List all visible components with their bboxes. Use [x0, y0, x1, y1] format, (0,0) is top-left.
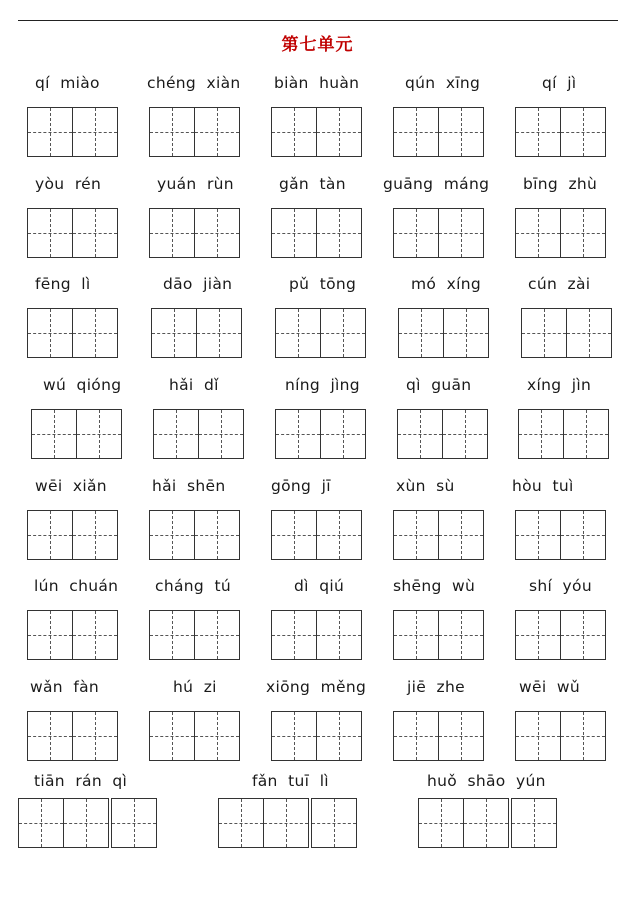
- write-cell[interactable]: [111, 798, 157, 848]
- write-cell[interactable]: [320, 409, 366, 459]
- write-cell[interactable]: [27, 711, 73, 761]
- write-cell[interactable]: [271, 711, 317, 761]
- write-cell[interactable]: [275, 308, 321, 358]
- write-cell[interactable]: [149, 711, 195, 761]
- write-cell[interactable]: [271, 208, 317, 258]
- write-cell[interactable]: [18, 798, 64, 848]
- write-cell[interactable]: [271, 107, 317, 157]
- write-cell[interactable]: [194, 208, 240, 258]
- pinyin-label: cún zài: [528, 275, 591, 293]
- write-cell[interactable]: [515, 510, 561, 560]
- write-cell[interactable]: [443, 308, 489, 358]
- write-cell[interactable]: [149, 208, 195, 258]
- write-cell[interactable]: [511, 798, 557, 848]
- pinyin-label: biàn huàn: [274, 74, 360, 92]
- write-cell[interactable]: [316, 208, 362, 258]
- write-cell[interactable]: [560, 711, 606, 761]
- pinyin-label: gōng jī: [271, 477, 331, 495]
- pinyin-label: xiōng měng: [266, 678, 367, 696]
- pinyin-label: dì qiú: [294, 577, 345, 595]
- pinyin-label: gǎn tàn: [279, 175, 346, 193]
- write-cell[interactable]: [72, 208, 118, 258]
- pinyin-label: fǎn tuī lì: [252, 772, 329, 790]
- write-cell[interactable]: [72, 610, 118, 660]
- header-rule: [18, 20, 618, 21]
- pinyin-label: yòu rén: [35, 175, 102, 193]
- pinyin-label: hòu tuì: [512, 477, 574, 495]
- write-cell[interactable]: [393, 711, 439, 761]
- pinyin-label: wēi xiǎn: [35, 477, 107, 495]
- pinyin-label: shí yóu: [529, 577, 592, 595]
- write-cell[interactable]: [275, 409, 321, 459]
- write-cell[interactable]: [393, 208, 439, 258]
- write-cell[interactable]: [316, 107, 362, 157]
- pinyin-label: mó xíng: [411, 275, 481, 293]
- write-cell[interactable]: [560, 107, 606, 157]
- pinyin-label: tiān rán qì: [34, 772, 128, 790]
- write-cell[interactable]: [398, 308, 444, 358]
- write-cell[interactable]: [393, 510, 439, 560]
- write-cell[interactable]: [76, 409, 122, 459]
- write-cell[interactable]: [151, 308, 197, 358]
- pinyin-label: xíng jìn: [527, 376, 592, 394]
- write-cell[interactable]: [515, 711, 561, 761]
- pinyin-label: wēi wǔ: [519, 678, 580, 696]
- write-cell[interactable]: [560, 510, 606, 560]
- write-cell[interactable]: [438, 208, 484, 258]
- write-cell[interactable]: [153, 409, 199, 459]
- write-cell[interactable]: [438, 711, 484, 761]
- write-cell[interactable]: [515, 208, 561, 258]
- pinyin-label: qí miào: [35, 74, 100, 92]
- pinyin-label: hǎi shēn: [152, 477, 226, 495]
- write-cell[interactable]: [27, 510, 73, 560]
- write-cell[interactable]: [311, 798, 357, 848]
- pinyin-label: jiē zhe: [407, 678, 465, 696]
- pinyin-label: pǔ tōng: [289, 275, 357, 293]
- write-cell[interactable]: [149, 510, 195, 560]
- pinyin-label: xùn sù: [396, 477, 455, 495]
- pinyin-label: níng jìng: [285, 376, 360, 394]
- write-cell[interactable]: [218, 798, 264, 848]
- write-cell[interactable]: [196, 308, 242, 358]
- write-cell[interactable]: [194, 711, 240, 761]
- write-cell[interactable]: [72, 308, 118, 358]
- write-cell[interactable]: [149, 107, 195, 157]
- write-cell[interactable]: [72, 510, 118, 560]
- write-cell[interactable]: [72, 107, 118, 157]
- write-cell[interactable]: [521, 308, 567, 358]
- write-cell[interactable]: [563, 409, 609, 459]
- write-cell[interactable]: [194, 510, 240, 560]
- write-cell[interactable]: [438, 610, 484, 660]
- write-cell[interactable]: [397, 409, 443, 459]
- pinyin-label: shēng wù: [393, 577, 476, 595]
- write-cell[interactable]: [27, 308, 73, 358]
- pinyin-label: qí jì: [542, 74, 577, 92]
- pinyin-label: guāng máng: [383, 175, 490, 193]
- write-cell[interactable]: [63, 798, 109, 848]
- write-cell[interactable]: [31, 409, 77, 459]
- pinyin-label: hǎi dǐ: [169, 376, 219, 394]
- pinyin-label: lún chuán: [34, 577, 119, 595]
- pinyin-label: fēng lì: [35, 275, 91, 293]
- pinyin-label: qún xīng: [405, 74, 481, 92]
- write-cell[interactable]: [198, 409, 244, 459]
- write-cell[interactable]: [194, 610, 240, 660]
- write-cell[interactable]: [27, 610, 73, 660]
- write-cell[interactable]: [316, 711, 362, 761]
- pinyin-label: huǒ shāo yún: [427, 772, 546, 790]
- write-cell[interactable]: [463, 798, 509, 848]
- write-cell[interactable]: [566, 308, 612, 358]
- pinyin-label: yuán rùn: [157, 175, 234, 193]
- write-cell[interactable]: [560, 610, 606, 660]
- write-cell[interactable]: [320, 308, 366, 358]
- write-cell[interactable]: [316, 510, 362, 560]
- pinyin-label: bīng zhù: [523, 175, 598, 193]
- write-cell[interactable]: [271, 510, 317, 560]
- write-cell[interactable]: [442, 409, 488, 459]
- write-cell[interactable]: [515, 610, 561, 660]
- pinyin-label: hú zi: [173, 678, 217, 696]
- write-cell[interactable]: [271, 610, 317, 660]
- write-cell[interactable]: [515, 107, 561, 157]
- write-cell[interactable]: [438, 107, 484, 157]
- write-cell[interactable]: [194, 107, 240, 157]
- pinyin-label: cháng tú: [155, 577, 231, 595]
- write-cell[interactable]: [27, 208, 73, 258]
- write-cell[interactable]: [393, 610, 439, 660]
- write-cell[interactable]: [560, 208, 606, 258]
- write-cell[interactable]: [518, 409, 564, 459]
- write-cell[interactable]: [438, 510, 484, 560]
- pinyin-label: qì guān: [406, 376, 472, 394]
- write-cell[interactable]: [393, 107, 439, 157]
- write-cell[interactable]: [316, 610, 362, 660]
- write-cell[interactable]: [149, 610, 195, 660]
- pinyin-label: wǎn fàn: [30, 678, 100, 696]
- write-cell[interactable]: [418, 798, 464, 848]
- write-cell[interactable]: [27, 107, 73, 157]
- write-cell[interactable]: [72, 711, 118, 761]
- page-title: 第七单元: [281, 35, 354, 55]
- write-cell[interactable]: [263, 798, 309, 848]
- pinyin-label: wú qióng: [43, 376, 122, 394]
- pinyin-label: dāo jiàn: [163, 275, 233, 293]
- pinyin-label: chéng xiàn: [147, 74, 241, 92]
